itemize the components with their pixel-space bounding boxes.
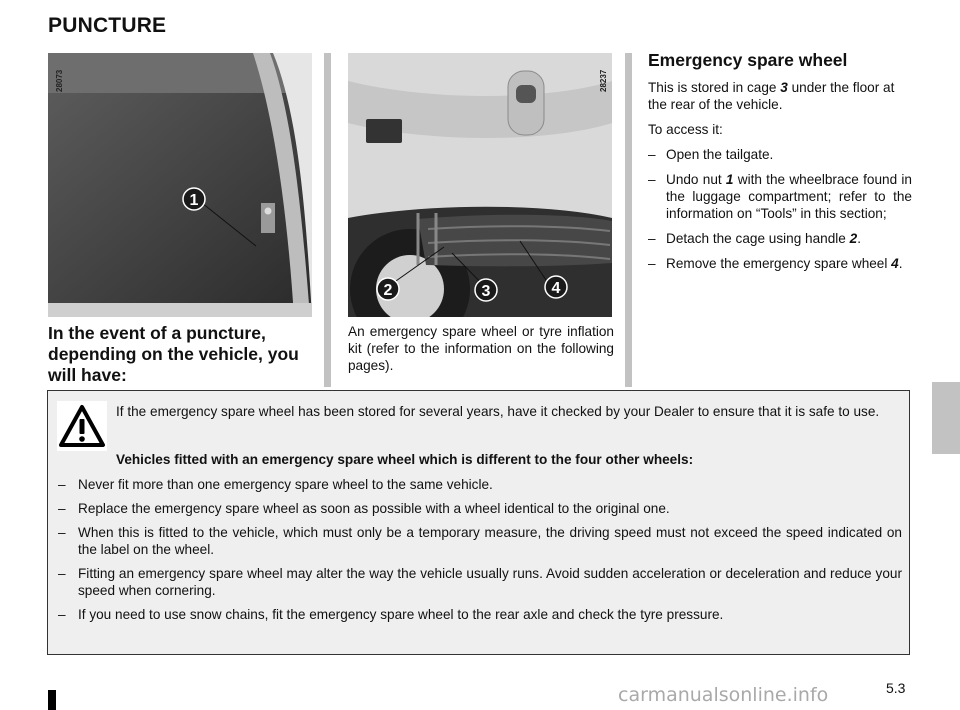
figure-ref-right: 28237 bbox=[599, 69, 608, 92]
warning-item: – If you need to use snow chains, fit the emergency spare wheel to the rear axle and check the tyre pressure. bbox=[58, 607, 724, 622]
step-item: – Undo nut 1 with the wheelbrace found in the luggage compartment; refer to the information on “Tools” in this section; bbox=[648, 172, 912, 221]
spare-wheel-cage-image bbox=[348, 53, 612, 317]
storage-text: This is stored in cage 3 under the floor at the rear of the vehicle. bbox=[648, 80, 895, 112]
ref-cage: 3 bbox=[780, 80, 788, 95]
page-number: 5.3 bbox=[886, 680, 906, 696]
access-text: To access it: bbox=[648, 122, 723, 137]
section-tab bbox=[932, 382, 960, 454]
step-item: – Detach the cage using handle 2. bbox=[648, 231, 861, 246]
warning-subheading: Vehicles fitted with an emergency spare wheel which is different to the four other wheels: bbox=[116, 452, 694, 467]
ref-wheel: 4 bbox=[891, 256, 899, 271]
page-title: PUNCTURE bbox=[48, 14, 167, 37]
access-steps bbox=[648, 146, 912, 272]
figure-ref-left: 28073 bbox=[55, 69, 64, 92]
ref-handle: 2 bbox=[849, 231, 858, 246]
watermark: carmanualsonline.info bbox=[618, 684, 829, 706]
puncture-intro: In the event of a puncture, depending on the vehicle, you will have: bbox=[48, 323, 299, 385]
column-separator bbox=[625, 53, 632, 387]
callout-1: 1 bbox=[189, 192, 199, 209]
luggage-compartment-image bbox=[48, 53, 312, 317]
callout-2: 2 bbox=[383, 282, 393, 299]
warning-item: – Replace the emergency spare wheel as soon as possible with a wheel identical to the original one. bbox=[58, 501, 670, 516]
ref-nut: 1 bbox=[725, 172, 734, 187]
warning-icon bbox=[57, 401, 107, 451]
column-separator bbox=[324, 53, 331, 387]
figure-caption: An emergency spare wheel or tyre inflation kit (refer to the information on the following pages). bbox=[348, 324, 614, 373]
warning-item: – Fitting an emergency spare wheel may alter the way the vehicle usually runs. Avoid sudden acceleration or deceleration and reduce your speed when cornering. bbox=[58, 566, 902, 598]
warning-item: – Never fit more than one emergency spare wheel to the same vehicle. bbox=[58, 477, 493, 492]
section-heading: Emergency spare wheel bbox=[648, 50, 848, 70]
warning-item: – When this is fitted to the vehicle, which must only be a temporary measure, the driving speed must not exceed the speed indicated on the label on the wheel. bbox=[58, 525, 902, 557]
step-item: – Open the tailgate. bbox=[648, 147, 774, 162]
callout-3: 3 bbox=[481, 283, 491, 300]
warning-text: If the emergency spare wheel has been stored for several years, have it checked by your Dealer to ensure that it is safe to use. bbox=[116, 404, 880, 419]
step-item: – Remove the emergency spare wheel 4. bbox=[648, 256, 903, 271]
warning-list bbox=[58, 476, 902, 630]
corner-mark bbox=[48, 690, 56, 710]
spare-wheel-section bbox=[648, 50, 912, 280]
callout-4: 4 bbox=[551, 280, 561, 297]
